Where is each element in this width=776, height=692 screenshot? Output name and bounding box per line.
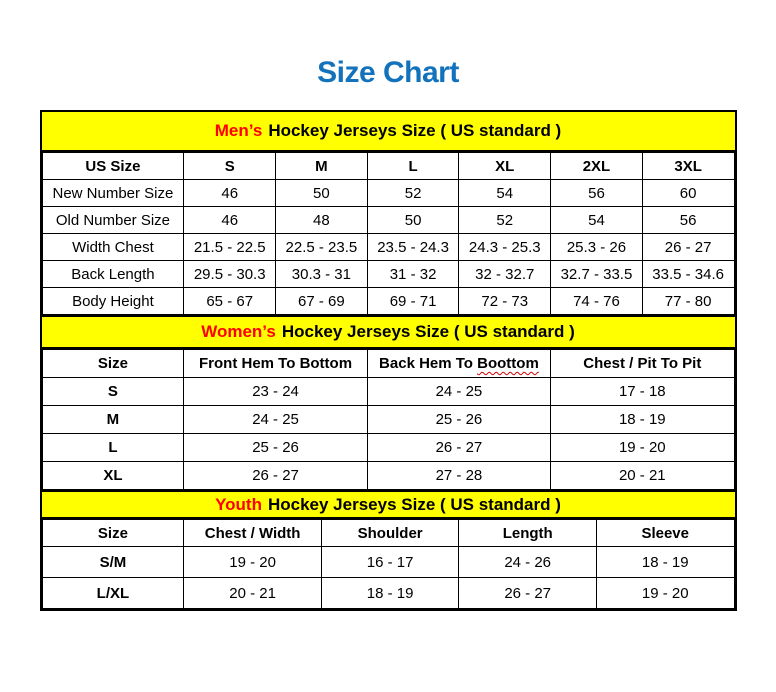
table-cell: 56 <box>642 207 734 234</box>
table-cell: 18 - 19 <box>551 406 734 434</box>
column-header <box>367 350 550 378</box>
row-label: Old Number Size <box>42 207 184 234</box>
table-cell: 46 <box>184 180 276 207</box>
row-label: S <box>42 378 184 406</box>
column-header: L <box>367 153 459 180</box>
table-cell: 31 - 32 <box>367 261 459 288</box>
table-cell: 25.3 - 26 <box>551 234 643 261</box>
row-label: Body Height <box>42 288 184 315</box>
table-cell: 74 - 76 <box>551 288 643 315</box>
womens-banner-text: Hockey Jerseys Size ( US standard ) <box>281 322 575 341</box>
table-row <box>42 462 734 490</box>
table-cell: 50 <box>367 207 459 234</box>
column-header: Chest / Pit To Pit <box>551 350 734 378</box>
womens-header-row <box>42 350 734 378</box>
column-header: 3XL <box>642 153 734 180</box>
table-row <box>42 547 734 578</box>
table-row <box>42 234 734 261</box>
size-chart-container <box>40 110 737 611</box>
womens-banner-highlight: Women’s <box>201 322 276 341</box>
table-cell: 67 - 69 <box>276 288 368 315</box>
table-cell: 27 - 28 <box>367 462 550 490</box>
column-header-text: Back Hem To <box>379 355 473 372</box>
table-cell: 25 - 26 <box>184 434 367 462</box>
table-row <box>42 180 734 207</box>
column-header: Sleeve <box>596 520 734 547</box>
row-label: S/M <box>42 547 184 578</box>
page-title: Size Chart <box>317 56 459 89</box>
table-row <box>42 406 734 434</box>
table-row <box>42 578 734 609</box>
youth-header-row <box>42 520 734 547</box>
table-cell: 26 - 27 <box>184 462 367 490</box>
table-cell: 23 - 24 <box>184 378 367 406</box>
table-cell: 24 - 25 <box>184 406 367 434</box>
column-header: Front Hem To Bottom <box>184 350 367 378</box>
table-cell: 19 - 20 <box>551 434 734 462</box>
table-cell: 18 - 19 <box>596 547 734 578</box>
table-cell: 32 - 32.7 <box>459 261 551 288</box>
table-cell: 30.3 - 31 <box>276 261 368 288</box>
column-header: Shoulder <box>321 520 459 547</box>
table-cell: 17 - 18 <box>551 378 734 406</box>
table-cell: 24 - 26 <box>459 547 597 578</box>
mens-size-table <box>42 152 735 315</box>
row-label: New Number Size <box>42 180 184 207</box>
mens-section-banner <box>42 112 735 152</box>
column-header: Size <box>42 520 184 547</box>
table-cell: 25 - 26 <box>367 406 550 434</box>
row-label: Width Chest <box>42 234 184 261</box>
table-cell: 33.5 - 34.6 <box>642 261 734 288</box>
table-row <box>42 207 734 234</box>
youth-banner-highlight: Youth <box>215 494 262 514</box>
womens-section-banner <box>42 315 735 349</box>
table-cell: 16 - 17 <box>321 547 459 578</box>
youth-size-table <box>42 519 735 609</box>
table-cell: 69 - 71 <box>367 288 459 315</box>
misspelled-word: Boottom <box>477 355 539 372</box>
table-cell: 22.5 - 23.5 <box>276 234 368 261</box>
womens-size-table <box>42 349 735 490</box>
table-cell: 19 - 20 <box>596 578 734 609</box>
table-cell: 24 - 25 <box>367 378 550 406</box>
table-row <box>42 288 734 315</box>
table-cell: 21.5 - 22.5 <box>184 234 276 261</box>
table-cell: 77 - 80 <box>642 288 734 315</box>
row-label: M <box>42 406 184 434</box>
table-row <box>42 378 734 406</box>
mens-header-row <box>42 153 734 180</box>
row-label: L/XL <box>42 578 184 609</box>
table-cell: 65 - 67 <box>184 288 276 315</box>
mens-banner-text: Hockey Jerseys Size ( US standard ) <box>268 121 562 140</box>
table-cell: 48 <box>276 207 368 234</box>
column-header: Chest / Width <box>184 520 322 547</box>
table-cell: 54 <box>459 180 551 207</box>
column-header: 2XL <box>551 153 643 180</box>
table-row <box>42 261 734 288</box>
table-cell: 54 <box>551 207 643 234</box>
column-header: Length <box>459 520 597 547</box>
row-label: L <box>42 434 184 462</box>
table-cell: 23.5 - 24.3 <box>367 234 459 261</box>
table-cell: 60 <box>642 180 734 207</box>
row-label: XL <box>42 462 184 490</box>
table-cell: 52 <box>459 207 551 234</box>
table-cell: 26 - 27 <box>642 234 734 261</box>
youth-banner-text: Hockey Jerseys Size ( US standard ) <box>267 494 561 514</box>
table-cell: 50 <box>276 180 368 207</box>
table-cell: 19 - 20 <box>184 547 322 578</box>
table-cell: 32.7 - 33.5 <box>551 261 643 288</box>
column-header: Size <box>42 350 184 378</box>
table-cell: 72 - 73 <box>459 288 551 315</box>
table-row <box>42 434 734 462</box>
table-cell: 20 - 21 <box>184 578 322 609</box>
column-header: US Size <box>42 153 184 180</box>
column-header: S <box>184 153 276 180</box>
row-label: Back Length <box>42 261 184 288</box>
table-cell: 18 - 19 <box>321 578 459 609</box>
mens-banner-highlight: Men’s <box>214 121 263 140</box>
table-cell: 46 <box>184 207 276 234</box>
table-cell: 20 - 21 <box>551 462 734 490</box>
table-cell: 29.5 - 30.3 <box>184 261 276 288</box>
table-cell: 24.3 - 25.3 <box>459 234 551 261</box>
column-header: M <box>276 153 368 180</box>
column-header: XL <box>459 153 551 180</box>
youth-section-banner <box>42 490 735 519</box>
table-cell: 52 <box>367 180 459 207</box>
table-cell: 26 - 27 <box>459 578 597 609</box>
table-cell: 26 - 27 <box>367 434 550 462</box>
table-cell: 56 <box>551 180 643 207</box>
